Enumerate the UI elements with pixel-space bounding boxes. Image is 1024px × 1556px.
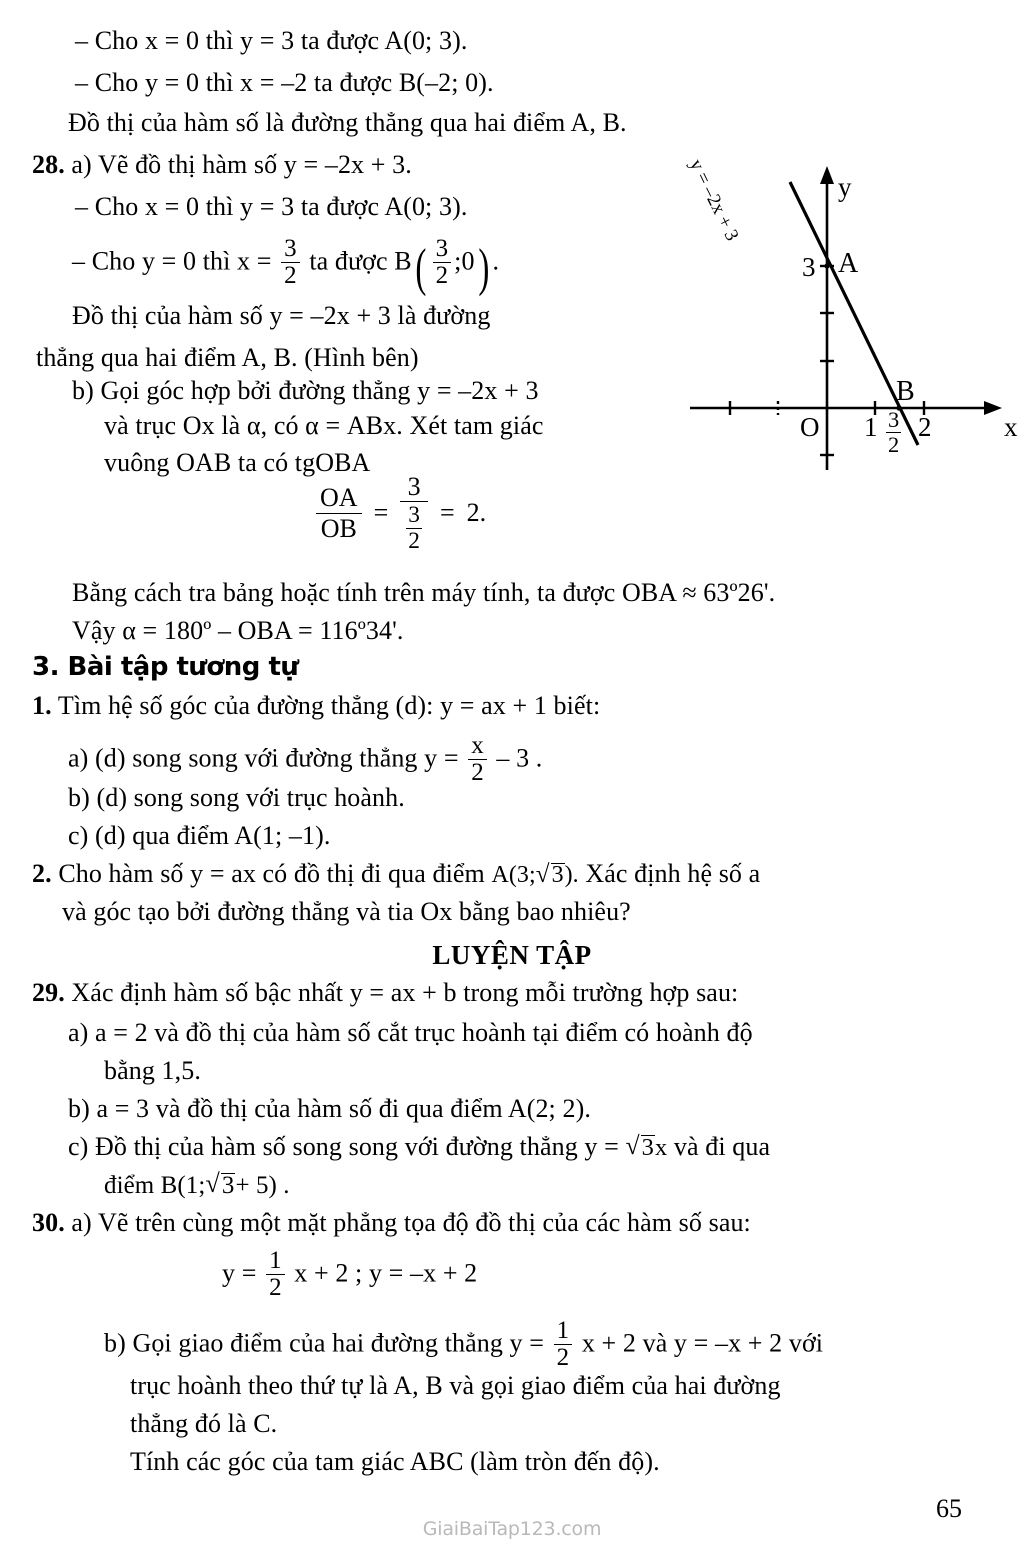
- right-paren: ): [478, 238, 490, 298]
- sqrt-3: √ 3: [536, 863, 565, 888]
- ex30-part-b-line-2: trục hoành theo thứ tự là A, B và gọi giao điểm của hai đường: [130, 1371, 781, 1400]
- item-2-number: 2.: [32, 859, 52, 888]
- top-conclusion: Đồ thị của hàm số là đường thẳng qua hai điểm A, B.: [68, 108, 627, 137]
- ex29-part-a-line-2: bằng 1,5.: [104, 1056, 201, 1085]
- ex29-part-c-line-1: [68, 1134, 770, 1160]
- ratio-oa-ob: OA OB: [316, 484, 362, 542]
- exercise-28-number: 28.: [32, 150, 65, 179]
- ex29-part-b: b) a = 3 và đồ thị của hàm số đi qua điểm A(2; 2).: [68, 1094, 591, 1123]
- x-axis-label: x: [1004, 412, 1018, 442]
- ex28-bullet-2-pre: – Cho y = 0 thì x =: [72, 246, 272, 276]
- watermark: GiaiBaiTap123.com: [422, 1518, 602, 1540]
- ex29-part-c-pre: c) Đồ thị của hàm số song song với đường thẳng y =: [68, 1132, 619, 1161]
- y-axis-arrow: [820, 166, 834, 184]
- ex30-part-b-line-4: Tính các góc của tam giác ABC (làm tròn đến độ).: [130, 1447, 660, 1476]
- x-tick-fraction: $\frac{3}{2}$: [888, 407, 900, 457]
- ex28-conclusion-line-2: thẳng qua hai điểm A, B. (Hình bên): [36, 343, 419, 372]
- exercise-28: [32, 152, 412, 178]
- item-1-part-a: [68, 733, 542, 786]
- x-tick-label-1: 1: [864, 412, 878, 442]
- ex29-part-c-line-2: [104, 1172, 290, 1199]
- exercise-30-part-a: a) Vẽ trên cùng một mặt phẳng tọa độ đồ thị của các hàm số sau:: [71, 1208, 751, 1237]
- ex30-formula-pre: y =: [222, 1258, 257, 1288]
- item-1-part-b: b) (d) song song với trục hoành.: [68, 783, 405, 812]
- ex30-part-b-line-3: thẳng đó là C.: [130, 1409, 278, 1438]
- top-bullet-2: – Cho y = 0 thì x = –2 ta được B(–2; 0).: [75, 68, 494, 97]
- line-equation-label: y = –2x + 3: [685, 156, 743, 245]
- y-axis-label: y: [838, 172, 852, 202]
- point-b-fraction: $\frac{3}{2}$: [433, 236, 452, 289]
- ex28-bullet-2: [72, 235, 500, 298]
- ex28-part-b-line-2: và trục Ox là α, có α = ABx. Xét tam giác: [104, 411, 544, 440]
- line-equation-label-wrapper: [685, 146, 816, 276]
- ex30-part-b-pre: b) Gọi giao điểm của hai đường thẳng y =: [104, 1328, 545, 1358]
- exercise-29: [32, 980, 738, 1006]
- ex28-bullet-2-end: .: [492, 246, 500, 276]
- point-a-marker: [824, 263, 829, 268]
- ex29-sqrt3x: √ 3x: [625, 1134, 667, 1161]
- sqrt-3-icon: √ 3: [625, 1135, 654, 1160]
- item-1-part-a-pre: a) (d) song song với đường thẳng y =: [68, 743, 459, 773]
- item-1-part-a-post: – 3 .: [496, 743, 543, 773]
- ex28-conclusion-line-1: Đồ thị của hàm số y = –2x + 3 là đường: [72, 301, 491, 330]
- ratio-equation: [316, 473, 486, 553]
- x-axis-arrow: [984, 401, 1002, 415]
- fraction-three-halves: $\frac{3}{2}$: [281, 236, 300, 289]
- ratio-equals-2: =: [439, 498, 455, 528]
- section3-item-2-line-2: và góc tạo bởi đường thẳng và tia Ox bằng bao nhiêu?: [62, 897, 631, 926]
- ex28-bullet-1: – Cho x = 0 thì y = 3 ta được A(0; 3).: [75, 192, 468, 221]
- item-1-part-c: c) (d) qua điểm A(1; –1).: [68, 821, 331, 850]
- ex29-part-a-line-1: a) a = 2 và đồ thị của hàm số cắt trục hoành tại điểm có hoành độ: [68, 1018, 753, 1047]
- ex30-formula-mid: x + 2 ; y = –x + 2: [294, 1258, 478, 1288]
- exercise-28-part-a: a) Vẽ đồ thị hàm số y = –2x + 3.: [71, 150, 412, 179]
- ex29-point-b: điểm B(1; √ 3+ 5) .: [104, 1172, 290, 1199]
- ratio-inner-fraction: $\frac{3}{2}$: [408, 502, 420, 554]
- sqrt-3-b: √ 3: [205, 1173, 235, 1199]
- item-2-text-post: Xác định hệ số a: [585, 859, 761, 888]
- ex28-result-line-2: Vậy α = 180º – OBA = 116º34'.: [72, 616, 404, 645]
- exercise-30: [32, 1210, 751, 1236]
- fraction-x-over-2: $\frac{x}{2}$: [468, 733, 487, 786]
- fraction-one-half-b: $\frac{1}{2}$: [554, 1318, 573, 1371]
- page-number: 65: [936, 1494, 962, 1523]
- luyen-tap-heading: LUYỆN TẬP: [432, 940, 592, 970]
- point-b-coord-rest: ;0: [454, 246, 475, 276]
- ex28-result-line-1: Bằng cách tra bảng hoặc tính trên máy tính, ta được OBA ≈ 63º26'.: [72, 578, 776, 607]
- x-tick-label-three-halves: [884, 408, 903, 459]
- item-2-text-pre: Cho hàm số y = ax có đồ thị đi qua điểm: [58, 859, 485, 888]
- fraction-one-half-a: $\frac{1}{2}$: [266, 1248, 285, 1301]
- point-b-label: B: [394, 246, 412, 276]
- ex30-part-b-post: x + 2 và y = –x + 2 với: [581, 1328, 824, 1358]
- y-tick-label-3: 3: [802, 252, 816, 282]
- ratio-result: 2.: [466, 498, 487, 528]
- origin-label: O: [800, 412, 820, 442]
- top-bullet-1: – Cho x = 0 thì y = 3 ta được A(0; 3).: [75, 26, 468, 55]
- ex30-part-b-line-1: [104, 1318, 823, 1371]
- ex30-formula: [222, 1248, 477, 1301]
- ex28-part-b-line-1: b) Gọi góc hợp bởi đường thẳng y = –2x + 3: [72, 376, 539, 405]
- exercise-29-intro: Xác định hàm số bậc nhất y = ax + b trong mỗi trường hợp sau:: [71, 978, 739, 1007]
- exercise-29-number: 29.: [32, 978, 65, 1007]
- ex28-part-b-line-3: vuông OAB ta có tgOBA: [104, 448, 371, 477]
- section3-item-1: [32, 693, 600, 719]
- ex28-bullet-2-mid: ta được: [309, 246, 388, 276]
- ex29-part-c-post: và đi qua: [673, 1132, 771, 1161]
- item-1-text: Tìm hệ số góc của đường thẳng (d): y = ax + 1 biết:: [57, 691, 601, 720]
- section-3-heading: 3. Bài tập tương tự: [32, 652, 299, 682]
- item-1-number: 1.: [32, 691, 52, 720]
- section3-item-2-line-1: [32, 861, 760, 888]
- graph-figure: [685, 140, 1020, 480]
- item-2-point-a: A(3; √ 3).: [492, 862, 579, 888]
- point-b-label: B: [896, 376, 915, 407]
- x-tick-label-2: 2: [918, 412, 932, 442]
- left-paren: (: [415, 238, 427, 298]
- ratio-equals-1: =: [373, 498, 389, 528]
- ratio-complex-fraction: 3 $\frac{3}{2}$: [400, 473, 428, 553]
- point-a-label: A: [838, 248, 859, 279]
- exercise-30-number: 30.: [32, 1208, 65, 1237]
